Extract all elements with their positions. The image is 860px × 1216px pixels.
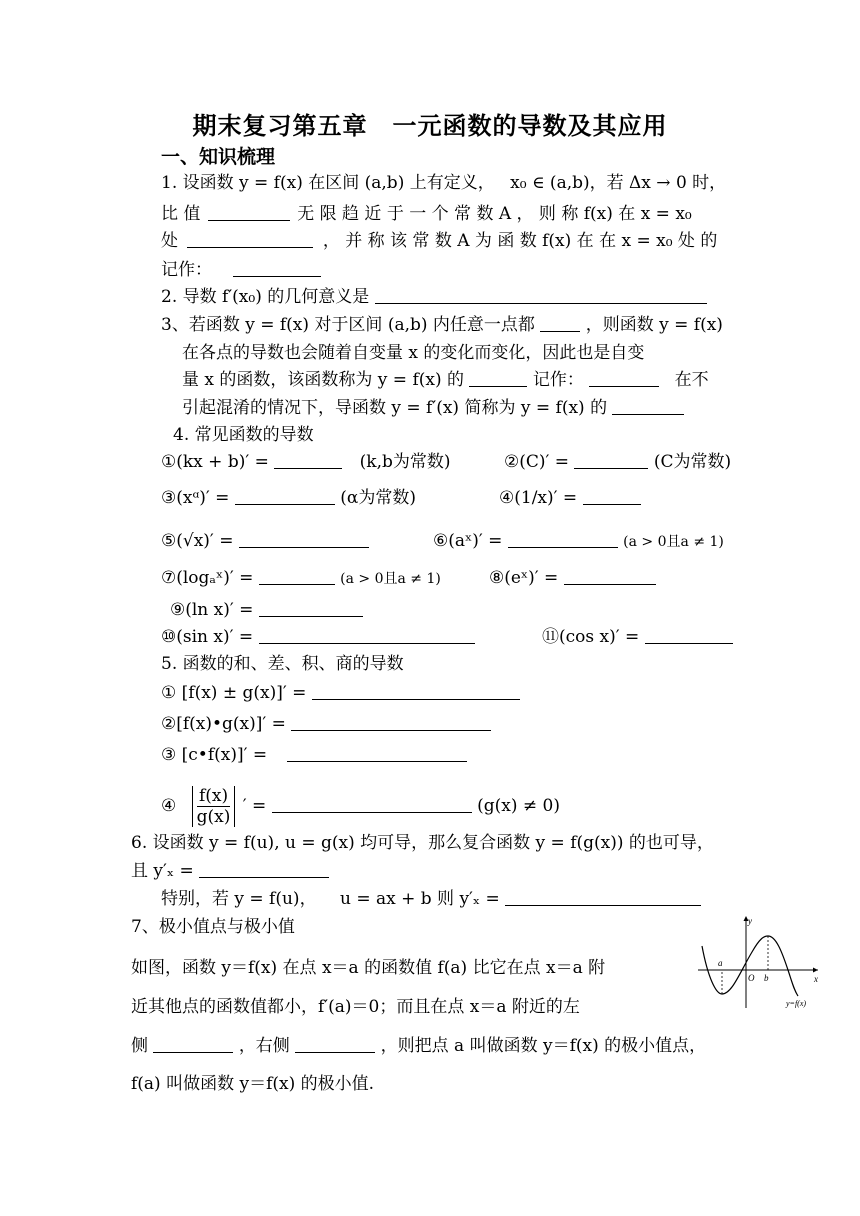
blank[interactable]	[208, 202, 290, 221]
q1-line2-a: 比 值	[161, 204, 201, 224]
q4-item3	[161, 485, 416, 511]
q7-line3-a: 侧	[131, 1036, 148, 1056]
q2-text: 2. 导数 f′(x₀) 的几何意义是	[161, 287, 370, 307]
q5-item3	[161, 742, 467, 768]
blank[interactable]	[540, 313, 580, 332]
q5-item4-note: (g(x) ≠ 0)	[477, 796, 560, 816]
q6-line3-b: u = ax + b 则 y′ₓ =	[339, 889, 500, 909]
q5-item2-formula: ②[f(x)•g(x)]′ =	[161, 714, 286, 734]
q5-heading: 5. 函数的和、差、积、商的导数	[161, 654, 404, 674]
blank[interactable]	[469, 368, 527, 387]
q7-line3	[131, 1033, 706, 1059]
blank[interactable]	[589, 368, 659, 387]
q4-item6-formula: ⑥(aˣ)′ =	[433, 531, 503, 551]
q1-text-a: 1. 设函数 y = f(x) 在区间 (a,b) 上有定义，	[161, 173, 495, 193]
q4-item4-formula: ④(1/x)′ =	[499, 488, 578, 508]
q1-line3	[161, 228, 717, 254]
x-axis-arrow-icon	[813, 968, 818, 973]
section-heading: 一、知识梳理	[161, 146, 276, 168]
q2-line	[161, 284, 707, 310]
q4-item8-formula: ⑧(eˣ)′ =	[489, 568, 559, 588]
q3-line3-c: 在不	[674, 370, 709, 390]
point-b-label: b	[764, 973, 769, 983]
blank[interactable]	[259, 566, 335, 585]
blank[interactable]	[612, 396, 684, 415]
q6-line2	[131, 858, 329, 884]
point-a-label: a	[718, 958, 723, 968]
q4-item2	[504, 449, 731, 475]
q3-line4	[182, 395, 684, 421]
q4-item7-note: (a > 0且a ≠ 1)	[340, 571, 441, 587]
curve-y-fx	[702, 936, 798, 996]
q4-item11-formula: ⑪(cos x)′ =	[542, 627, 640, 647]
q1-text-b: x₀ ∈ (a,b)，若 Δx → 0 时，	[510, 173, 727, 193]
q4-item5	[161, 528, 369, 554]
q1-line3-a: 处	[161, 231, 178, 251]
q5-item1-formula: ① [f(x) ± g(x)]′ =	[161, 683, 307, 703]
q4-item7	[161, 565, 441, 592]
q4-item10	[161, 624, 475, 650]
q3-line1-b: ，则函数 y = f(x)	[585, 315, 723, 335]
q3-line1-a: 3、若函数 y = f(x) 对于区间 (a,b) 内任意一点都	[161, 315, 535, 335]
fraction-denominator: g(x)	[196, 807, 231, 827]
q4-item1-formula: ①(kx + b)′ =	[161, 452, 269, 472]
q4-item11	[542, 624, 733, 650]
blank[interactable]	[259, 598, 363, 617]
q4-item5-formula: ⑤(√x)′ =	[161, 531, 234, 551]
q1-line4	[161, 257, 321, 283]
blank[interactable]	[187, 229, 313, 248]
q4-item6-note: (a > 0且a ≠ 1)	[623, 534, 724, 550]
q5-item4	[161, 786, 560, 827]
q3-line1	[161, 312, 723, 338]
blank[interactable]	[153, 1034, 233, 1053]
q3-line3-a: 量 x 的函数，该函数称为 y = f(x) 的	[182, 370, 465, 390]
q4-item1-note: (k,b为常数)	[359, 452, 451, 472]
q4-heading: 4. 常见函数的导数	[173, 425, 314, 445]
fraction-numerator: f(x)	[197, 786, 231, 807]
q6-line1: 6. 设函数 y = f(u), u = g(x) 均可导，那么复合函数 y = f(g(x)) 的也可导，	[131, 833, 714, 853]
q7-line1: 如图，函数 y＝f(x) 在点 x＝a 的函数值 f(a) 比它在点 x＝a 附	[131, 958, 606, 978]
q5-item2	[161, 711, 491, 737]
q1-line3-b: ， 并 称 该 常 数 A 为 函 数 f(x) 在 在 x = x₀ 处 的	[322, 231, 718, 251]
curve-label: y=f(x)	[786, 999, 807, 1008]
q4-item3-formula: ③(xᵅ)′ =	[161, 488, 230, 508]
q4-item1	[161, 449, 451, 475]
blank[interactable]	[508, 529, 618, 548]
blank[interactable]	[199, 859, 329, 878]
page-title: 期末复习第五章 一元函数的导数及其应用	[192, 112, 668, 140]
q5-item1	[161, 680, 520, 706]
q6-line3	[161, 886, 701, 912]
q6-line2-text: 且 y′ₓ =	[131, 861, 194, 881]
q4-item6	[433, 528, 724, 555]
blank[interactable]	[312, 681, 520, 700]
q5-item3-formula: ③ [c•f(x)]′ =	[161, 745, 268, 765]
q3-line2: 在各点的导数也会随着自变量 x 的变化而变化，因此也是自变	[182, 343, 645, 363]
q4-item2-formula: ②(C)′ =	[504, 452, 570, 472]
blank[interactable]	[274, 450, 342, 469]
q4-item2-note: (C为常数)	[653, 452, 732, 472]
x-axis-label: x	[814, 974, 818, 984]
blank[interactable]	[239, 529, 369, 548]
blank[interactable]	[235, 486, 335, 505]
q7-heading: 7、极小值点与极小值	[131, 917, 295, 937]
blank[interactable]	[287, 743, 467, 762]
q7-line2: 近其他点的函数值都小，f′(a)＝0；而且在点 x＝a 附近的左	[131, 997, 580, 1017]
blank[interactable]	[583, 486, 641, 505]
blank[interactable]	[291, 712, 491, 731]
blank[interactable]	[505, 887, 701, 906]
q5-item4-marker: ④	[161, 796, 177, 816]
q4-item10-formula: ⑩(sin x)′ =	[161, 627, 254, 647]
blank[interactable]	[564, 566, 656, 585]
blank[interactable]	[645, 625, 733, 644]
q1-line2	[161, 201, 692, 227]
q4-item9-formula: ⑨(ln x)′ =	[170, 600, 254, 620]
q4-item7-formula: ⑦(logₐˣ)′ =	[161, 568, 254, 588]
quotient-fraction	[192, 786, 236, 827]
q1-line4-text: 记作：	[161, 260, 212, 280]
q3-line3-b: 记作：	[532, 370, 584, 390]
q7-line3-c: ，则把点 a 叫做函数 y＝f(x) 的极小值点，	[380, 1036, 707, 1056]
q3-line4-a: 引起混淆的情况下，导函数 y = f′(x) 简称为 y = f(x) 的	[182, 398, 608, 418]
blank[interactable]	[574, 450, 648, 469]
q5-item4-formula: ′ =	[242, 796, 267, 816]
q6-line3-a: 特别，若 y = f(u)，	[161, 889, 317, 909]
q4-item3-note: (α为常数)	[340, 488, 416, 508]
blank[interactable]	[295, 1034, 375, 1053]
function-graph	[696, 912, 824, 1010]
origin-label: O	[748, 973, 755, 983]
blank[interactable]	[272, 794, 472, 813]
y-axis-label: y	[748, 916, 752, 926]
q4-item4	[499, 485, 641, 511]
q3-line3	[182, 367, 709, 393]
q4-item8	[489, 565, 656, 591]
blank[interactable]	[375, 285, 707, 304]
q7-line3-b: ，右侧	[238, 1036, 290, 1056]
q1-line1	[161, 170, 726, 196]
blank[interactable]	[259, 625, 475, 644]
q4-item9	[170, 597, 363, 623]
q1-line2-b: 无 限 趋 近 于 一 个 常 数 A ， 则 称 f(x) 在 x = x₀	[297, 204, 692, 224]
blank[interactable]	[233, 258, 321, 277]
q7-line4: f(a) 叫做函数 y＝f(x) 的极小值.	[131, 1074, 375, 1094]
